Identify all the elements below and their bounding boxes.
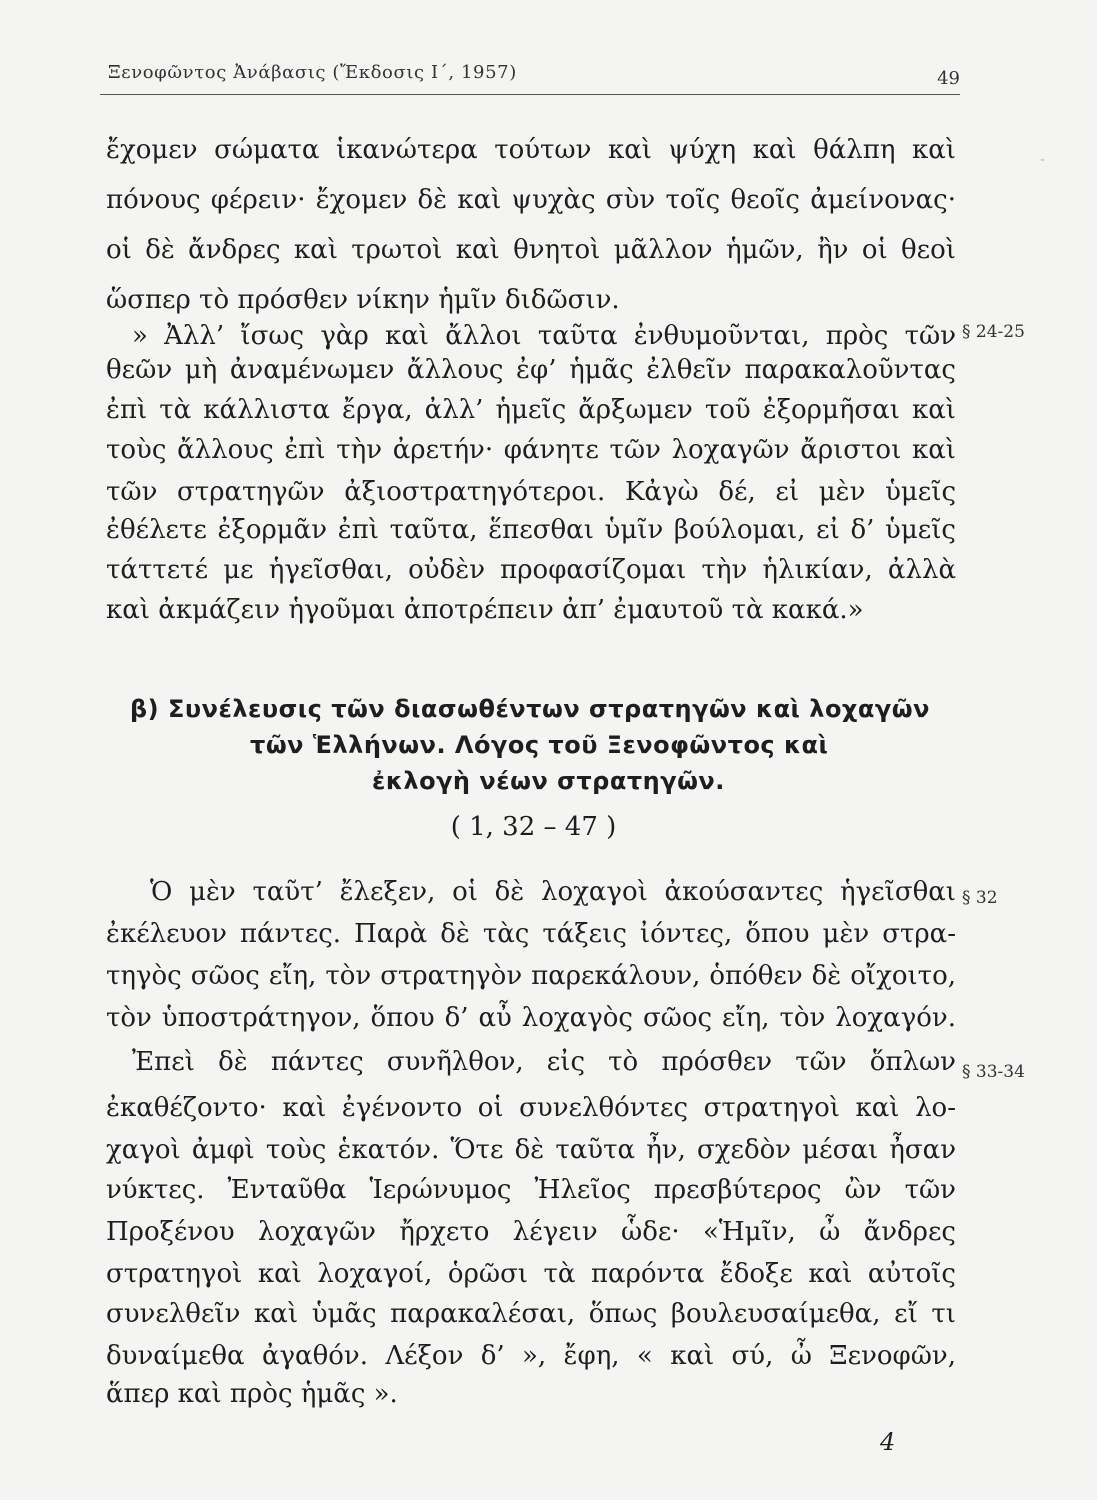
text-line: ἐπὶ τὰ κάλλιστα ἔργα, ἀλλ’ ἡμεῖς ἄρξωμεν τοῦ ἐξορμῆσαι καὶ [106,395,956,425]
header-title: Ξενοφῶντος Ἀνάβασις (Ἔκδοσις Ι΄, 1957) [108,62,517,83]
text-line: δυναίμεθα ἀγαθόν. Λέξον δ’ », ἔφη, « καὶ σύ, ὦ Ξενοφῶν, [106,1341,956,1371]
section-heading-line: β) Συνέλευσις τῶν διασωθέντων στρατηγῶν καὶ λοχαγῶν [130,695,930,723]
section-heading-line: ἐκλογὴ νέων στρατηγῶν. [372,767,725,795]
text-line: ἐκαθέζοντο· καὶ ἐγένοντο οἱ συνελθόντες στρατηγοὶ καὶ λο- [106,1093,956,1123]
margin-note: § 32 [962,888,998,908]
margin-note: § 33-34 [962,1062,1025,1082]
text-line: τὸν ὑποστράτηγον, ὅπου δ’ αὖ λοχαγὸς σῶος εἴη, τὸν λοχαγόν. [106,1003,956,1033]
text-line: τηγὸς σῶος εἴη, τὸν στρατηγὸν παρεκάλουν, ὁπόθεν δὲ οἴχοιτο, [106,961,956,991]
text-line: τῶν στρατηγῶν ἀξιοστρατηγότεροι. Κἀγὼ δέ, εἰ μὲν ὑμεῖς [106,477,956,507]
running-header [100,58,960,95]
bleed-mark: - [1040,150,1046,168]
text-line: χαγοὶ ἀμφὶ τοὺς ἑκατόν. Ὅτε δὲ ταῦτα ἦν, σχεδὸν μέσαι ἦσαν [106,1135,956,1165]
text-line: νύκτες. Ἐνταῦθα Ἱερώνυμος Ἠλεῖος πρεσβύτερος ὢν τῶν [106,1175,956,1205]
chapter-range: ( 1, 32 – 47 ) [450,812,617,842]
text-line: τοὺς ἄλλους ἐπὶ τὴν ἀρετήν· φάνητε τῶν λοχαγῶν ἄριστοι καὶ [106,435,956,465]
text-line: Ἐπεὶ δὲ πάντες συνῆλθον, εἰς τὸ πρόσθεν τῶν ὅπλων [132,1047,956,1077]
text-line: θεῶν μὴ ἀναμένωμεν ἄλλους ἐφ’ ἡμᾶς ἐλθεῖν παρακαλοῦντας [106,355,956,385]
margin-note: § 24-25 [962,322,1025,342]
text-line: ὥσπερ τὸ πρόσθεν νίκην ἡμῖν διδῶσιν. [106,285,620,315]
text-line: ἅπερ καὶ πρὸς ἡμᾶς ». [106,1379,398,1409]
text-line: στρατηγοὶ καὶ λοχαγοί, ὁρῶσι τὰ παρόντα ἔδοξε καὶ αὐτοῖς [106,1259,956,1289]
section-heading-line: τῶν Ἑλλήνων. Λόγος τοῦ Ξενοφῶντος καὶ [250,731,829,759]
page-number: 49 [937,68,960,89]
text-line: καὶ ἀκμάζειν ἡγοῦμαι ἀποτρέπειν ἀπ’ ἐμαυτοῦ τὰ κακά.» [106,595,864,625]
signature-mark: 4 [880,1428,896,1456]
text-line: οἱ δὲ ἄνδρες καὶ τρωτοὶ καὶ θνητοὶ μᾶλλον ἡμῶν, ἢν οἱ θεοὶ [106,235,956,265]
text-line: πόνους φέρειν· ἔχομεν δὲ καὶ ψυχὰς σὺν τοῖς θεοῖς ἀμείνονας· [106,185,956,215]
text-line: τάττετέ με ἡγεῖσθαι, οὐδὲν προφασίζομαι τὴν ἡλικίαν, ἀλλὰ [106,555,956,585]
text-line: Προξένου λοχαγῶν ἤρχετο λέγειν ὧδε· «Ἡμῖν, ὦ ἄνδρες [106,1217,956,1247]
text-line: » Ἀλλ’ ἴσως γὰρ καὶ ἄλλοι ταῦτα ἐνθυμοῦνται, πρὸς τῶν [132,321,956,351]
text-line: συνελθεῖν καὶ ὑμᾶς παρακαλέσαι, ὅπως βουλευσαίμεθα, εἴ τι [106,1299,956,1329]
text-line: Ὁ μὲν ταῦτ’ ἔλεξεν, οἱ δὲ λοχαγοὶ ἀκούσαντες ἡγεῖσθαι [150,877,956,907]
text-line: ἐκέλευον πάντες. Παρὰ δὲ τὰς τάξεις ἰόντες, ὅπου μὲν στρα- [106,919,956,949]
text-line: ἐθέλετε ἐξορμᾶν ἐπὶ ταῦτα, ἕπεσθαι ὑμῖν βούλομαι, εἰ δ’ ὑμεῖς [106,515,956,545]
text-line: ἔχομεν σώματα ἱκανώτερα τούτων καὶ ψύχη καὶ θάλπη καὶ [106,135,956,165]
